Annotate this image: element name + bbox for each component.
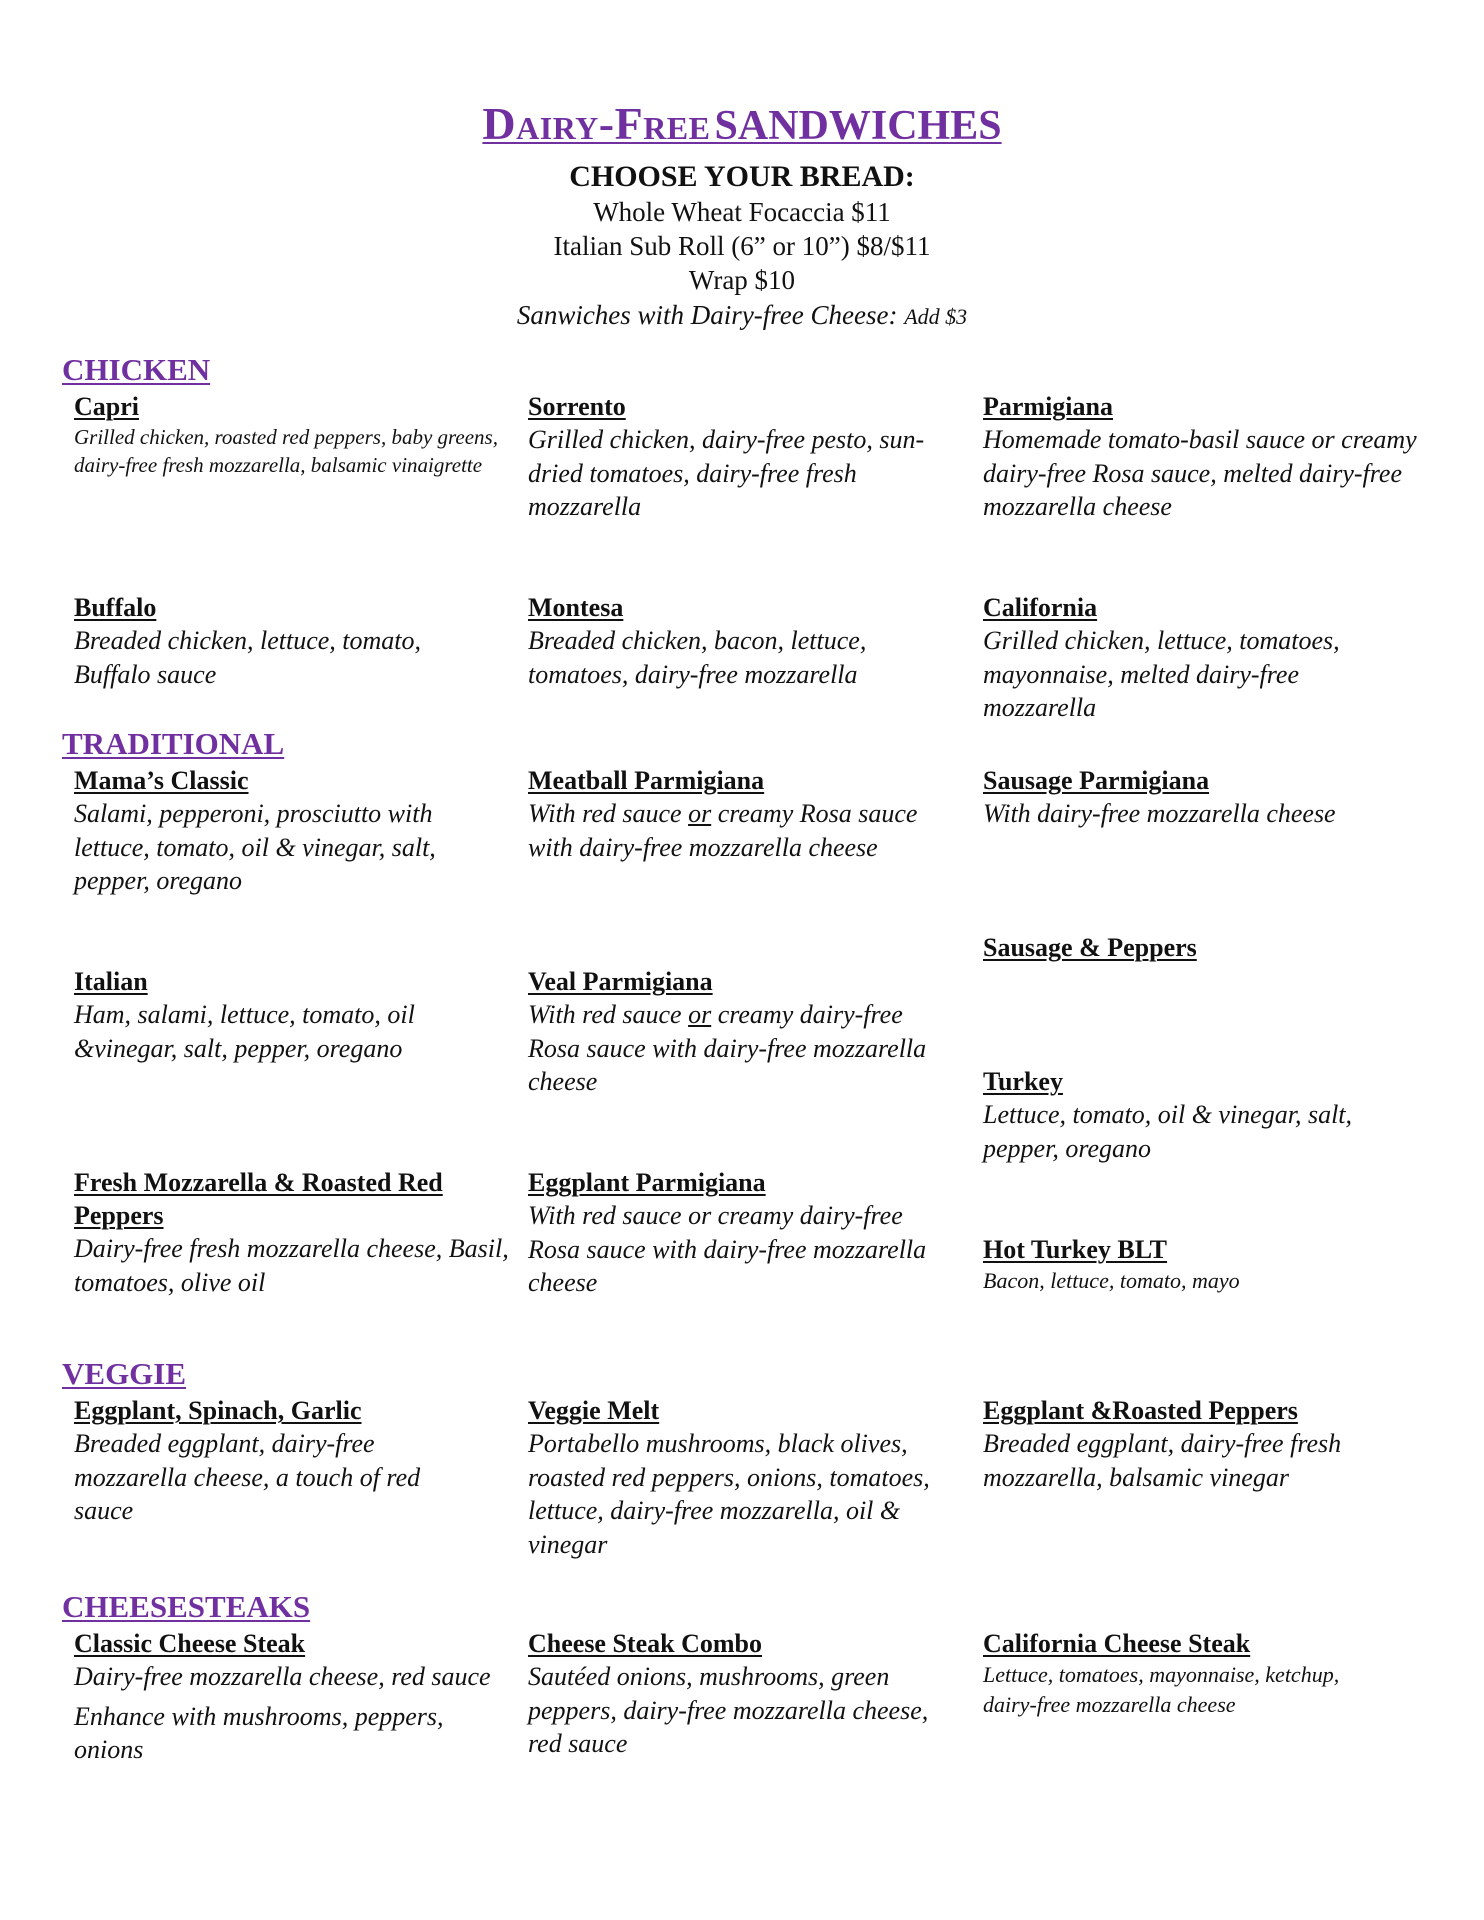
cheese-note-text: Sanwiches with Dairy-free Cheese: (516, 300, 898, 330)
menu-item-california-cheese-steak (983, 1627, 1413, 1720)
menu-item-montesa (528, 591, 938, 691)
menu-item-chicken-parmigiana (983, 390, 1423, 524)
item-name: Turkey (983, 1067, 1063, 1096)
item-name: Veggie Melt (528, 1396, 660, 1425)
menu-item-hot-turkey-blt (983, 1233, 1413, 1296)
menu-item-classic-cheese-steak (74, 1627, 494, 1767)
item-name: Italian (74, 967, 148, 996)
item-name: Eggplant &Roasted Peppers (983, 1396, 1298, 1425)
menu-item-california (983, 591, 1403, 725)
menu-item-italian (74, 965, 484, 1065)
item-description: With red sauce or creamy dairy-free Rosa sauce with dairy-free mozzarella cheese (528, 1000, 927, 1096)
menu-item-buffalo (74, 591, 484, 691)
bread-option: Italian Sub Roll (6” or 10”) $8/$11 (553, 231, 931, 261)
item-description: Lettuce, tomato, oil & vinegar, salt, pepper, oregano (983, 1100, 1353, 1163)
item-description: Dairy-free fresh mozzarella cheese, Basil, tomatoes, olive oil (74, 1234, 509, 1297)
item-description: With red sauce or creamy dairy-free Rosa sauce with dairy-free mozzarella cheese (528, 1201, 927, 1297)
item-name: Buffalo (74, 593, 157, 622)
item-name: Parmigiana (983, 392, 1113, 421)
item-description: Lettuce, tomatoes, mayonnaise, ketchup, dairy-free mozzarella cheese (983, 1662, 1340, 1717)
item-name: Sorrento (528, 392, 626, 421)
menu-title-dairy-free: Dairy-Free (482, 98, 711, 149)
section-chicken: CHICKEN (62, 352, 211, 387)
item-description: With red sauce or creamy Rosa sauce with dairy-free mozzarella cheese (528, 799, 918, 862)
item-description: Grilled chicken, dairy-free pesto, sun-dried tomatoes, dairy-free fresh mozzarella (528, 425, 925, 521)
item-name: California Cheese Steak (983, 1629, 1251, 1658)
item-description: Portabello mushrooms, black olives, roasted red peppers, onions, tomatoes, lettuce, dairy-free mozzarella, oil & vinegar (528, 1429, 930, 1559)
menu-item-mamas-classic (74, 764, 489, 898)
item-enhance-note: Enhance with mushrooms, peppers, onions (74, 1701, 444, 1764)
item-description: Bacon, lettuce, tomato, mayo (983, 1268, 1240, 1293)
item-description: Salami, pepperoni, prosciutto with lettuce, tomato, oil & vinegar, salt, pepper, oregano (74, 799, 436, 895)
menu-item-meatball-parmigiana (528, 764, 933, 864)
item-name: Eggplant, Spinach, Garlic (74, 1396, 362, 1425)
menu-item-capri (74, 390, 499, 479)
item-description: Grilled chicken, lettuce, tomatoes, mayonnaise, melted dairy-free mozzarella (983, 626, 1340, 722)
menu-item-veal-parmigiana (528, 965, 953, 1099)
item-name: Capri (74, 392, 139, 421)
item-name: Sausage & Peppers (983, 933, 1197, 962)
item-description: Grilled chicken, roasted red peppers, baby greens, dairy-free fresh mozzarella, balsamic vinaigrette (74, 425, 498, 477)
item-name: Classic Cheese Steak (74, 1629, 306, 1658)
item-description: Dairy-free mozzarella cheese, red sauce (74, 1662, 491, 1691)
menu-item-sausage-peppers (983, 931, 1413, 964)
section-cheesesteaks: CHEESESTEAKS (62, 1589, 311, 1624)
item-description: Homemade tomato-basil sauce or creamy dairy-free Rosa sauce, melted dairy-free mozzarella cheese (983, 425, 1417, 521)
item-description: Breaded eggplant, dairy-free fresh mozzarella, balsamic vinegar (983, 1429, 1342, 1492)
bread-option: Whole Wheat Focaccia $11 (593, 197, 891, 227)
item-name: California (983, 593, 1098, 622)
menu-item-veggie-melt (528, 1394, 958, 1561)
menu-header (0, 100, 1484, 335)
item-description: Sautéed onions, mushrooms, green peppers, dairy-free mozzarella cheese, red sauce (528, 1662, 929, 1758)
choose-bread-heading: CHOOSE YOUR BREAD: (569, 160, 915, 193)
menu-item-eggplant-parmigiana (528, 1166, 958, 1300)
item-description: With dairy-free mozzarella cheese (983, 799, 1336, 828)
menu-item-turkey (983, 1065, 1408, 1165)
menu-item-sorrento (528, 390, 958, 524)
section-traditional: TRADITIONAL (62, 726, 285, 761)
item-name: Fresh Mozzarella & Roasted Red Peppers (74, 1168, 443, 1230)
menu-item-cheese-steak-combo (528, 1627, 953, 1761)
item-name: Veal Parmigiana (528, 967, 713, 996)
menu-item-eggplant-spinach-garlic (74, 1394, 484, 1528)
dairy-free-cheese-note (0, 297, 1484, 335)
section-veggie: VEGGIE (62, 1356, 187, 1391)
menu-item-eggplant-roasted-peppers (983, 1394, 1413, 1494)
menu-title-sandwiches: SANDWICHES (714, 103, 1002, 149)
cheese-note-price: Add $3 (904, 304, 968, 329)
item-description: Breaded eggplant, dairy-free mozzarella cheese, a touch of red sauce (74, 1429, 421, 1525)
item-name: Hot Turkey BLT (983, 1235, 1168, 1264)
item-name: Eggplant Parmigiana (528, 1168, 766, 1197)
item-description: Breaded chicken, lettuce, tomato, Buffalo sauce (74, 626, 422, 689)
item-name: Sausage Parmigiana (983, 766, 1210, 795)
item-name: Meatball Parmigiana (528, 766, 765, 795)
menu-title (482, 100, 1001, 159)
bread-option: Wrap $10 (688, 265, 796, 295)
item-description: Breaded chicken, bacon, lettuce, tomatoes, dairy-free mozzarella (528, 626, 867, 689)
item-name: Cheese Steak Combo (528, 1629, 762, 1658)
item-description: Ham, salami, lettuce, tomato, oil &vinegar, salt, pepper, oregano (74, 1000, 415, 1063)
item-name: Mama’s Classic (74, 766, 249, 795)
item-name: Montesa (528, 593, 624, 622)
menu-item-sausage-parmigiana (983, 764, 1423, 831)
menu-item-fresh-mozzarella-roasted-red-peppers (74, 1166, 514, 1299)
